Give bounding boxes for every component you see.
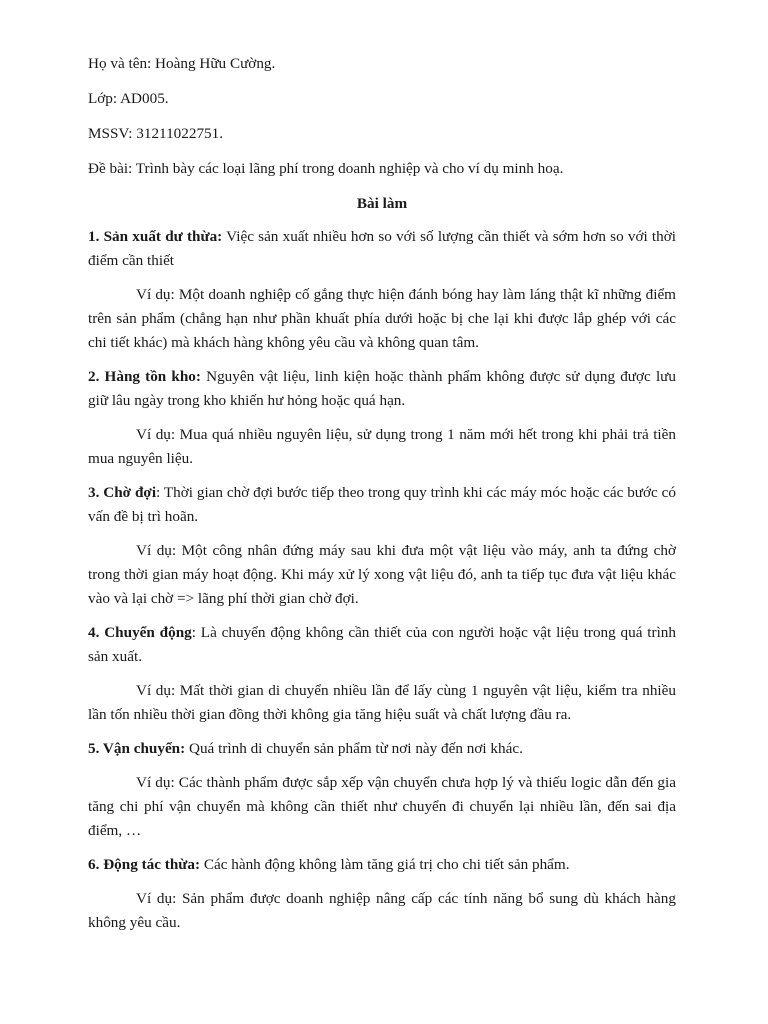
section-text: Việc sản xuất nhiều hơn so với số lượng cần thiết và sớm hơn so với thời điểm cần thiết (88, 228, 676, 269)
student-id-line: MSSV: 31211022751. (88, 125, 224, 142)
section-title: 2. Hàng tồn kho: (88, 368, 201, 385)
section-definition (88, 737, 676, 761)
section-example: Ví dụ: Các thành phẩm được sắp xếp vận chuyển chưa hợp lý và thiếu logic dẫn đến gia tăng chi phí vận chuyển mà không cần thiết như chuyển đi chuyển lại nhiều lần, đến sai địa điểm, … (88, 774, 676, 839)
student-name-line: Họ và tên: Hoàng Hữu Cường. (88, 55, 276, 72)
section-definition (88, 853, 676, 877)
section-title: 5. Vận chuyển: (88, 740, 186, 757)
document-page (88, 52, 676, 945)
class-line: Lớp: AD005. (88, 90, 169, 107)
section-text: Các hành động không làm tăng giá trị cho chi tiết sản phẩm. (200, 856, 570, 873)
section-example: Ví dụ: Mất thời gian di chuyển nhiều lần để lấy cùng 1 nguyên vật liệu, kiểm tra nhiều lần tốn nhiều thời gian đồng thời không gia tăng hiệu suất và chất lượng đầu ra. (88, 682, 676, 723)
assignment-topic-line: Đề bài: Trình bày các loại lãng phí trong doanh nghiệp và cho ví dụ minh hoạ. (88, 160, 564, 177)
section-definition (88, 225, 676, 273)
answer-heading: Bài làm (356, 195, 408, 212)
section-text: : Là chuyển động không cần thiết của con người hoặc vật liệu trong quá trình sản xuất. (88, 624, 676, 665)
section-definition (88, 621, 676, 669)
section-example: Ví dụ: Mua quá nhiều nguyên liệu, sử dụng trong 1 năm mới hết trong khi phải trả tiền mua nguyên liệu. (88, 426, 676, 467)
section-text: Nguyên vật liệu, linh kiện hoặc thành phẩm không được sử dụng được lưu giữ lâu ngày trong kho khiến hư hỏng hoặc quá hạn. (88, 368, 676, 409)
section-text: Quá trình di chuyển sản phẩm từ nơi này đến nơi khác. (185, 740, 523, 757)
section-title: 3. Chờ đợi (88, 484, 157, 501)
section-example: Ví dụ: Một công nhân đứng máy sau khi đưa một vật liệu vào máy, anh ta đứng chờ trong thời gian máy hoạt động. Khi máy xử lý xong vật liệu đó, anh ta tiếp tục đưa vật liệu khác vào và lại chờ => lãng phí thời gian chờ đợi. (88, 542, 676, 607)
section-example: Ví dụ: Sản phẩm được doanh nghiệp nâng cấp các tính năng bổ sung dù khách hàng không yêu cầu. (88, 890, 676, 931)
section-example: Ví dụ: Một doanh nghiệp cố gắng thực hiện đánh bóng hay làm láng thật kĩ những điểm trên sản phẩm (chẳng hạn như phần khuất phía dưới hoặc bị che lại khi được lắp ghép với các chi tiết khác) mà khách hàng không yêu cầu và không quan tâm. (88, 286, 676, 351)
section-text: : Thời gian chờ đợi bước tiếp theo trong quy trình khi các máy móc hoặc các bước có vấn đề bị trì hoãn. (88, 484, 677, 525)
section-title: 6. Động tác thừa: (88, 856, 201, 873)
section-definition (88, 481, 676, 529)
section-title: 1. Sản xuất dư thừa: (88, 228, 223, 245)
section-definition (88, 365, 676, 413)
section-title: 4. Chuyển động (88, 624, 192, 641)
